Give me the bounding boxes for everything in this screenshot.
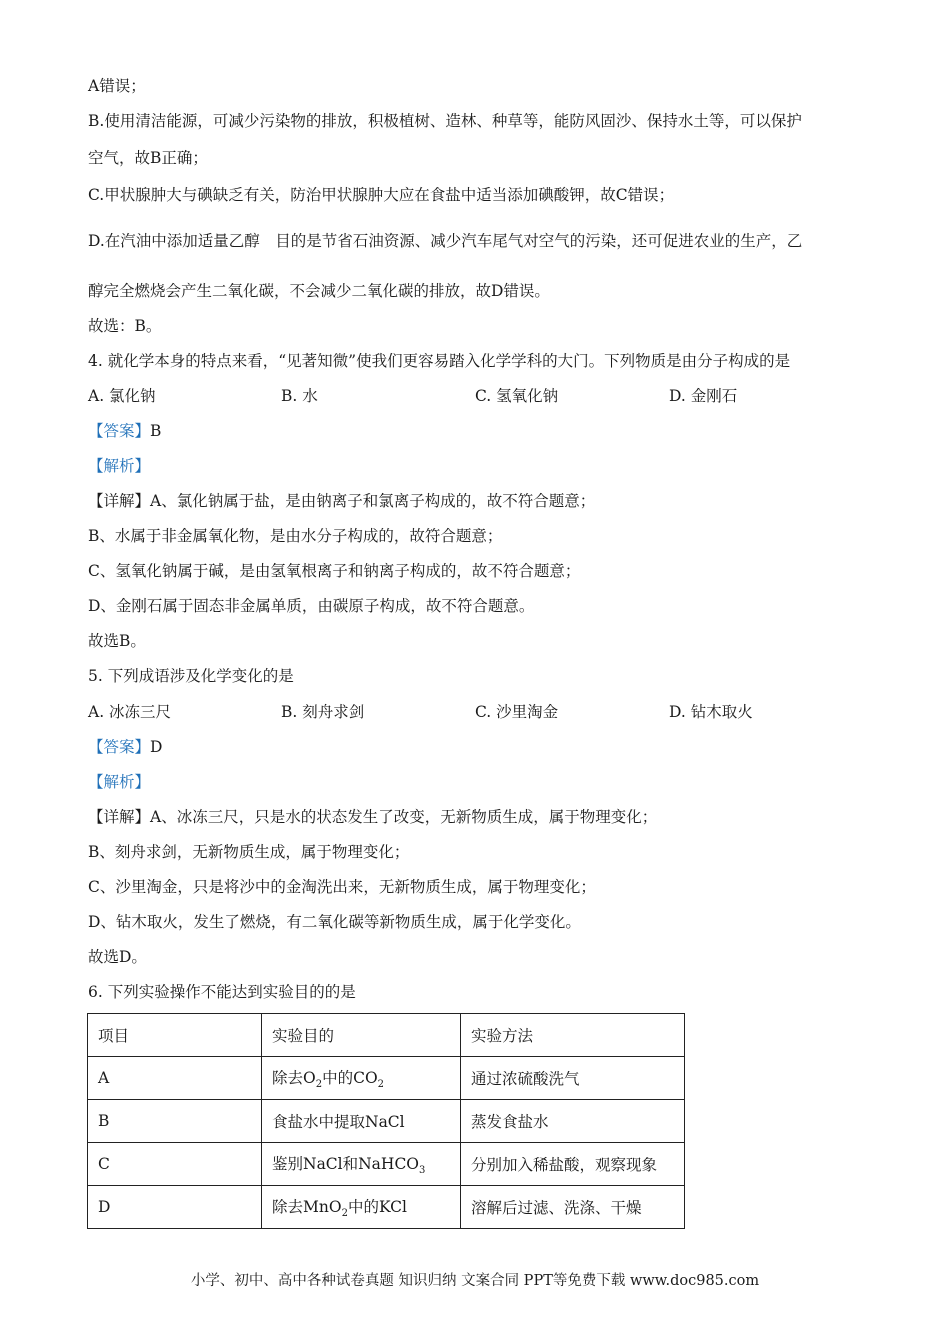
table-cell-goal — [262, 1143, 461, 1186]
goal-text: 除去MnO — [272, 1197, 342, 1216]
table-header: 实验方法 — [461, 1014, 685, 1057]
subscript: 2 — [341, 1208, 348, 1220]
q5-answer — [88, 737, 162, 757]
q5-detail-line: C、沙里淘金，只是将沙中的金淘洗出来，无新物质生成，属于物理变化； — [88, 878, 596, 896]
goal-text: 中的KCl — [347, 1197, 407, 1216]
table-cell-method: 通过浓硫酸洗气 — [461, 1057, 685, 1100]
q4-conclusion: 故选B。 — [88, 632, 146, 650]
detail-text: A、氯化钠属于盐，是由钠离子和氯离子构成的，故不符合题意； — [150, 492, 596, 510]
table-header: 实验目的 — [262, 1014, 461, 1057]
q5-conclusion: 故选D。 — [88, 948, 147, 966]
goal-text: 食盐水中提取NaCl — [272, 1113, 405, 1131]
q4-option-a: A. 氯化钠 — [88, 387, 156, 405]
q5-option-a: A. 冰冻三尺 — [88, 703, 172, 721]
q4-option-c: C. 氢氧化钠 — [475, 387, 559, 405]
text-line: 空气，故B正确； — [88, 149, 208, 167]
text-line: A错误； — [88, 77, 146, 95]
table-cell-goal — [262, 1186, 461, 1229]
text-line: D.在汽油中添加适量乙醇 目的是节省石油资源、减少汽车尾气对空气的污染，还可促进农业的生产，乙 — [88, 232, 803, 250]
table-header: 项目 — [88, 1014, 262, 1057]
table-row — [88, 1143, 685, 1186]
question-5-stem: 5. 下列成语涉及化学变化的是 — [88, 667, 294, 685]
q5-detail-line: B、刻舟求剑，无新物质生成，属于物理变化； — [88, 843, 410, 861]
q4-answer — [88, 421, 161, 441]
table-row — [88, 1186, 685, 1229]
goal-text: 鉴别NaCl和NaHCO — [272, 1154, 420, 1173]
table-cell-item: C — [88, 1143, 262, 1186]
table-row — [88, 1057, 685, 1100]
q5-option-d: D. 钻木取火 — [669, 703, 753, 721]
q4-option-b: B. 水 — [281, 387, 318, 405]
q5-option-b: B. 刻舟求剑 — [281, 703, 365, 721]
text-line: C.甲状腺肿大与碘缺乏有关，防治甲状腺肿大应在食盐中适当添加碘酸钾，故C错误； — [88, 186, 675, 204]
table-cell-item: D — [88, 1186, 262, 1229]
table-cell-item: B — [88, 1100, 262, 1143]
table-header-row — [88, 1014, 685, 1057]
detail-tag: 【详解】 — [88, 808, 151, 826]
table-cell-method: 溶解后过滤、洗涤、干燥 — [461, 1186, 685, 1229]
table-cell-goal — [262, 1100, 461, 1143]
q5-detail-line: D、钻木取火，发生了燃烧，有二氧化碳等新物质生成，属于化学变化。 — [88, 913, 581, 931]
subscript: 3 — [419, 1165, 426, 1177]
answer-tag: 【答案】 — [88, 738, 151, 756]
q4-analysis-tag — [88, 456, 150, 476]
table-cell-item: A — [88, 1057, 262, 1100]
q4-detail-line — [88, 491, 595, 511]
q4-detail-line: C、氢氧化钠属于碱，是由氢氧根离子和钠离子构成的，故不符合题意； — [88, 562, 581, 580]
text-line: B.使用清洁能源，可减少污染物的排放，积极植树、造林、种草等，能防风固沙、保持水土等，可以保护 — [88, 112, 802, 130]
analysis-tag: 【解析】 — [88, 773, 151, 791]
answer-value: B — [150, 422, 162, 440]
goal-text: 中的CO — [322, 1068, 378, 1087]
answer-tag: 【答案】 — [88, 422, 151, 440]
table-cell-method: 蒸发食盐水 — [461, 1100, 685, 1143]
q5-detail-line — [88, 807, 657, 827]
table-cell-goal — [262, 1057, 461, 1100]
q5-option-c: C. 沙里淘金 — [475, 703, 559, 721]
detail-tag: 【详解】 — [88, 492, 151, 510]
text-line: 醇完全燃烧会产生二氧化碳，不会减少二氧化碳的排放，故D错误。 — [88, 282, 550, 300]
question-6-stem: 6. 下列实验操作不能达到实验目的的是 — [88, 983, 356, 1001]
analysis-tag: 【解析】 — [88, 457, 151, 475]
subscript: 2 — [377, 1079, 385, 1091]
detail-text: A、冰冻三尺，只是水的状态发生了改变，无新物质生成，属于物理变化； — [150, 808, 658, 826]
q5-analysis-tag — [88, 772, 150, 792]
table-cell-method: 分别加入稀盐酸，观察现象 — [461, 1143, 685, 1186]
question-4-stem: 4. 就化学本身的特点来看，“见著知微”使我们更容易踏入化学学科的大门。下列物质是由分子构成的是 — [88, 352, 791, 370]
page-footer: 小学、初中、高中各种试卷真题 知识归纳 文案合同 PPT等免费下载 www.doc985.com — [190, 1273, 760, 1289]
q4-detail-line: D、金刚石属于固态非金属单质，由碳原子构成，故不符合题意。 — [88, 597, 535, 615]
subscript: 2 — [315, 1079, 323, 1091]
answer-value: D — [150, 738, 163, 756]
text-line: 故选：B。 — [88, 317, 162, 335]
table-row — [88, 1100, 685, 1143]
goal-text: 除去O — [272, 1068, 316, 1087]
q4-option-d: D. 金刚石 — [669, 387, 738, 405]
q4-detail-line: B、水属于非金属氧化物，是由水分子构成的，故符合题意； — [88, 527, 503, 545]
experiment-table — [87, 1013, 685, 1229]
